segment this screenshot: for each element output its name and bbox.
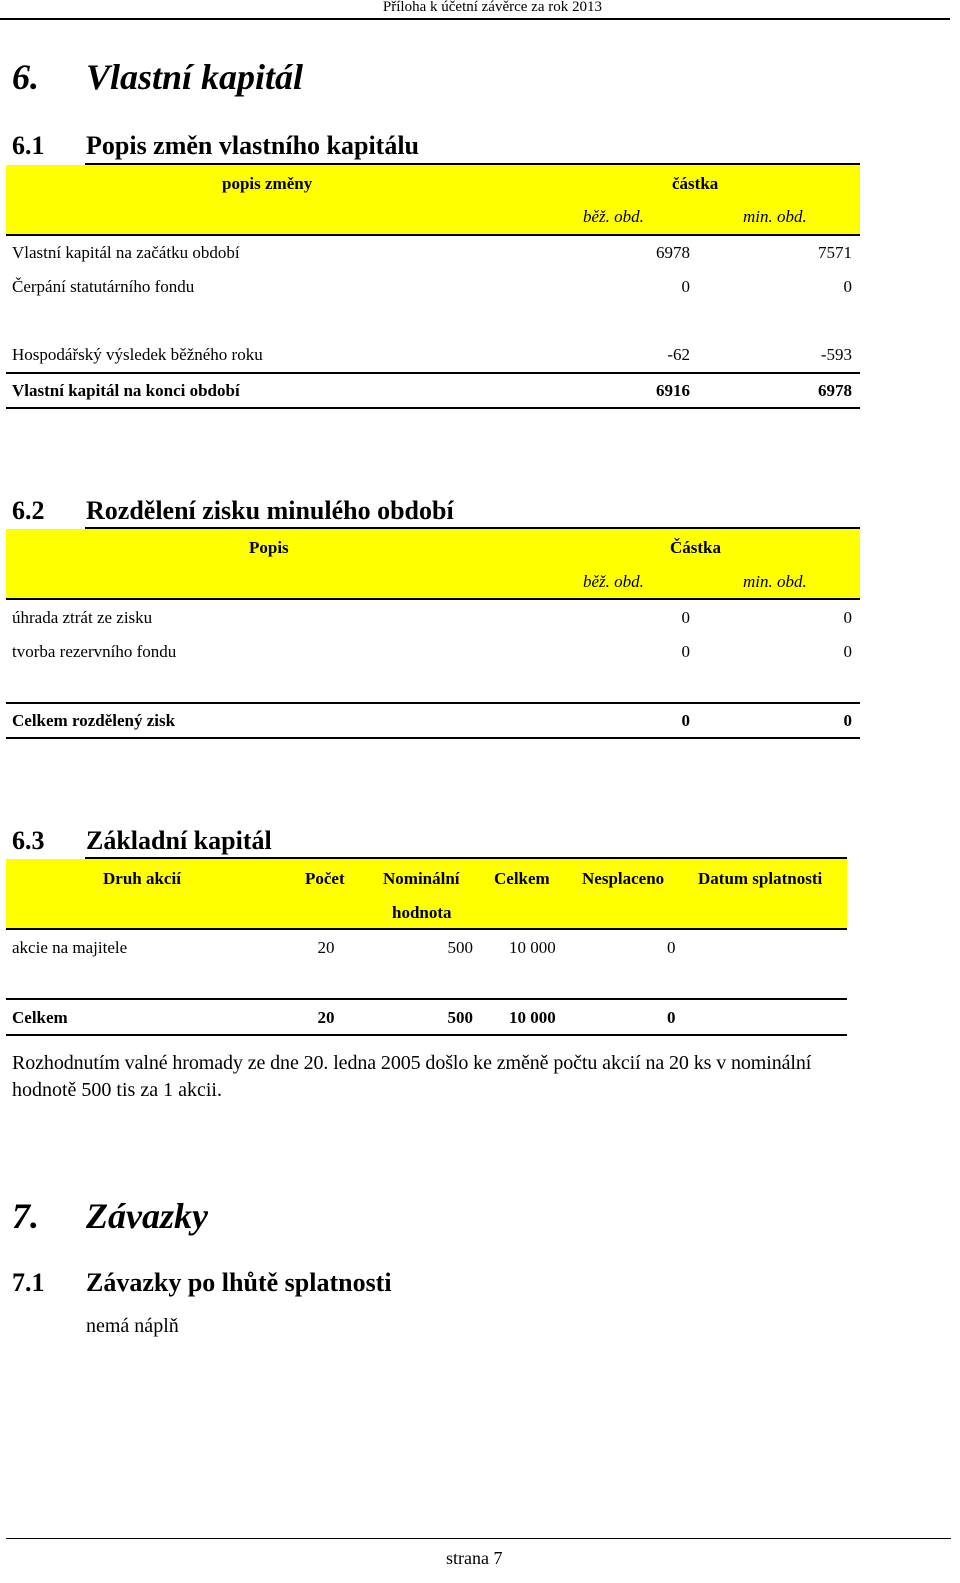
table-6-1-header-border [6,234,860,236]
table-6-2-row-cur: 0 [681,642,690,661]
section-6-1-title: Popis změn vlastního kapitálu [86,131,420,160]
note-line-2: hodnotě 500 tis za 1 akcii. [12,1079,222,1101]
table-6-2-header-amount: Částka [670,538,722,557]
table-6-2-header-cur: běž. obd. [583,572,644,591]
section-6-title: Vlastní kapitál [86,57,304,97]
table-6-3-sum-count: 20 [317,1008,335,1027]
table-6-2-row-label: úhrada ztrát ze zisku [12,608,153,627]
section-7-title: Závazky [86,1196,208,1236]
section-6-3-number: 6.3 [12,826,45,855]
table-6-3-header-nominal-2: hodnota [392,903,452,922]
table-6-2-row-label: tvorba rezervního fondu [12,642,177,661]
table-6-2-row-prev: 0 [843,608,852,627]
table-6-3-sum-unpaid: 0 [667,1008,676,1027]
table-6-1-row-prev: -593 [820,345,852,364]
section-7-heading [12,1195,208,1237]
table-6-1-header-bg [6,165,860,235]
table-6-1-row-label: Vlastní kapitál na začátku období [12,243,240,262]
table-6-1-total-cur: 6916 [656,381,690,400]
table-6-3-bottom-border [6,1034,847,1036]
footer-divider [6,1538,951,1539]
table-6-1-row-prev: 0 [843,277,852,296]
table-6-3-sum-total: 10 000 [509,1008,556,1027]
table-6-2-total-top-border [6,702,860,704]
table-6-1-bottom-border [6,407,860,409]
table-6-1-total-prev: 6978 [818,381,852,400]
table-6-3-row-count: 20 [317,938,335,957]
table-6-3-sum-type: Celkem [12,1008,68,1027]
table-6-2-header-prev: min. obd. [743,572,807,591]
page-header: Příloha k účetní závěrce za rok 2013 [382,0,602,15]
table-6-3-header-due: Datum splatnosti [698,869,823,888]
header-divider [0,18,950,20]
section-7-1-title: Závazky po lhůtě splatnosti [86,1268,392,1297]
table-6-1-row-label: Hospodářský výsledek běžného roku [12,345,263,364]
section-6-2-heading [12,496,454,526]
table-6-2-total-cur: 0 [681,711,690,730]
table-6-2-total-prev: 0 [843,711,852,730]
table-6-3-header-border [6,928,847,930]
section-7-number: 7. [12,1196,39,1236]
section-6-3-heading [12,826,272,856]
section-7-1-heading [12,1268,392,1298]
table-6-2-row-prev: 0 [843,642,852,661]
table-6-1-total-label: Vlastní kapitál na konci období [12,381,240,400]
table-6-3-header-total: Celkem [494,869,550,888]
table-6-3-row-nominal: 500 [447,938,473,957]
table-6-3-header-unpaid: Nesplaceno [582,869,665,888]
table-6-1-header-amount: částka [672,174,719,193]
table-6-1-header-prev: min. obd. [743,207,807,226]
table-6-1-row-cur: -62 [667,345,690,364]
table-6-3-header-nominal: Nominální [383,869,460,888]
section-6-heading [12,56,303,98]
section-7-1-number: 7.1 [12,1268,45,1297]
table-6-3-row-unpaid: 0 [667,938,676,957]
table-6-1-row-cur: 6978 [656,243,690,262]
table-6-2-header-desc: Popis [249,538,289,557]
section-6-number: 6. [12,57,39,97]
note-line-1: Rozhodnutím valné hromady ze dne 20. ledna 2005 došlo ke změně počtu akcií na 20 ks v nominální [12,1052,812,1074]
section-7-1-text: nemá náplň [86,1315,179,1337]
table-6-2-row-cur: 0 [681,608,690,627]
section-6-2-number: 6.2 [12,496,45,525]
section-6-2-title: Rozdělení zisku minulého období [86,496,454,525]
table-6-2-total-label: Celkem rozdělený zisk [12,711,176,730]
table-6-1-header-desc: popis změny [222,174,313,193]
table-6-3-header-type: Druh akcií [103,869,181,888]
table-6-3-sum-nominal: 500 [447,1008,473,1027]
section-6-3-title: Základní kapitál [86,826,272,855]
page-number: strana 7 [446,1548,503,1568]
table-6-3-header-count: Počet [305,869,345,888]
section-6-1-heading [12,131,419,161]
table-6-2-bottom-border [6,737,860,739]
table-6-2-header-border [6,598,860,600]
table-6-1-row-label: Čerpání statutárního fondu [12,277,195,296]
table-6-1-header-cur: běž. obd. [583,207,644,226]
table-6-1-total-top-border [6,372,860,374]
table-6-2-header-bg [6,529,860,598]
table-6-3-row-type: akcie na majitele [12,938,128,957]
table-6-3-row-total: 10 000 [509,938,556,957]
table-6-1-row-cur: 0 [681,277,690,296]
table-6-1-row-prev: 7571 [818,243,852,262]
section-6-1-number: 6.1 [12,131,45,160]
table-6-3-total-top-border [6,998,847,1000]
